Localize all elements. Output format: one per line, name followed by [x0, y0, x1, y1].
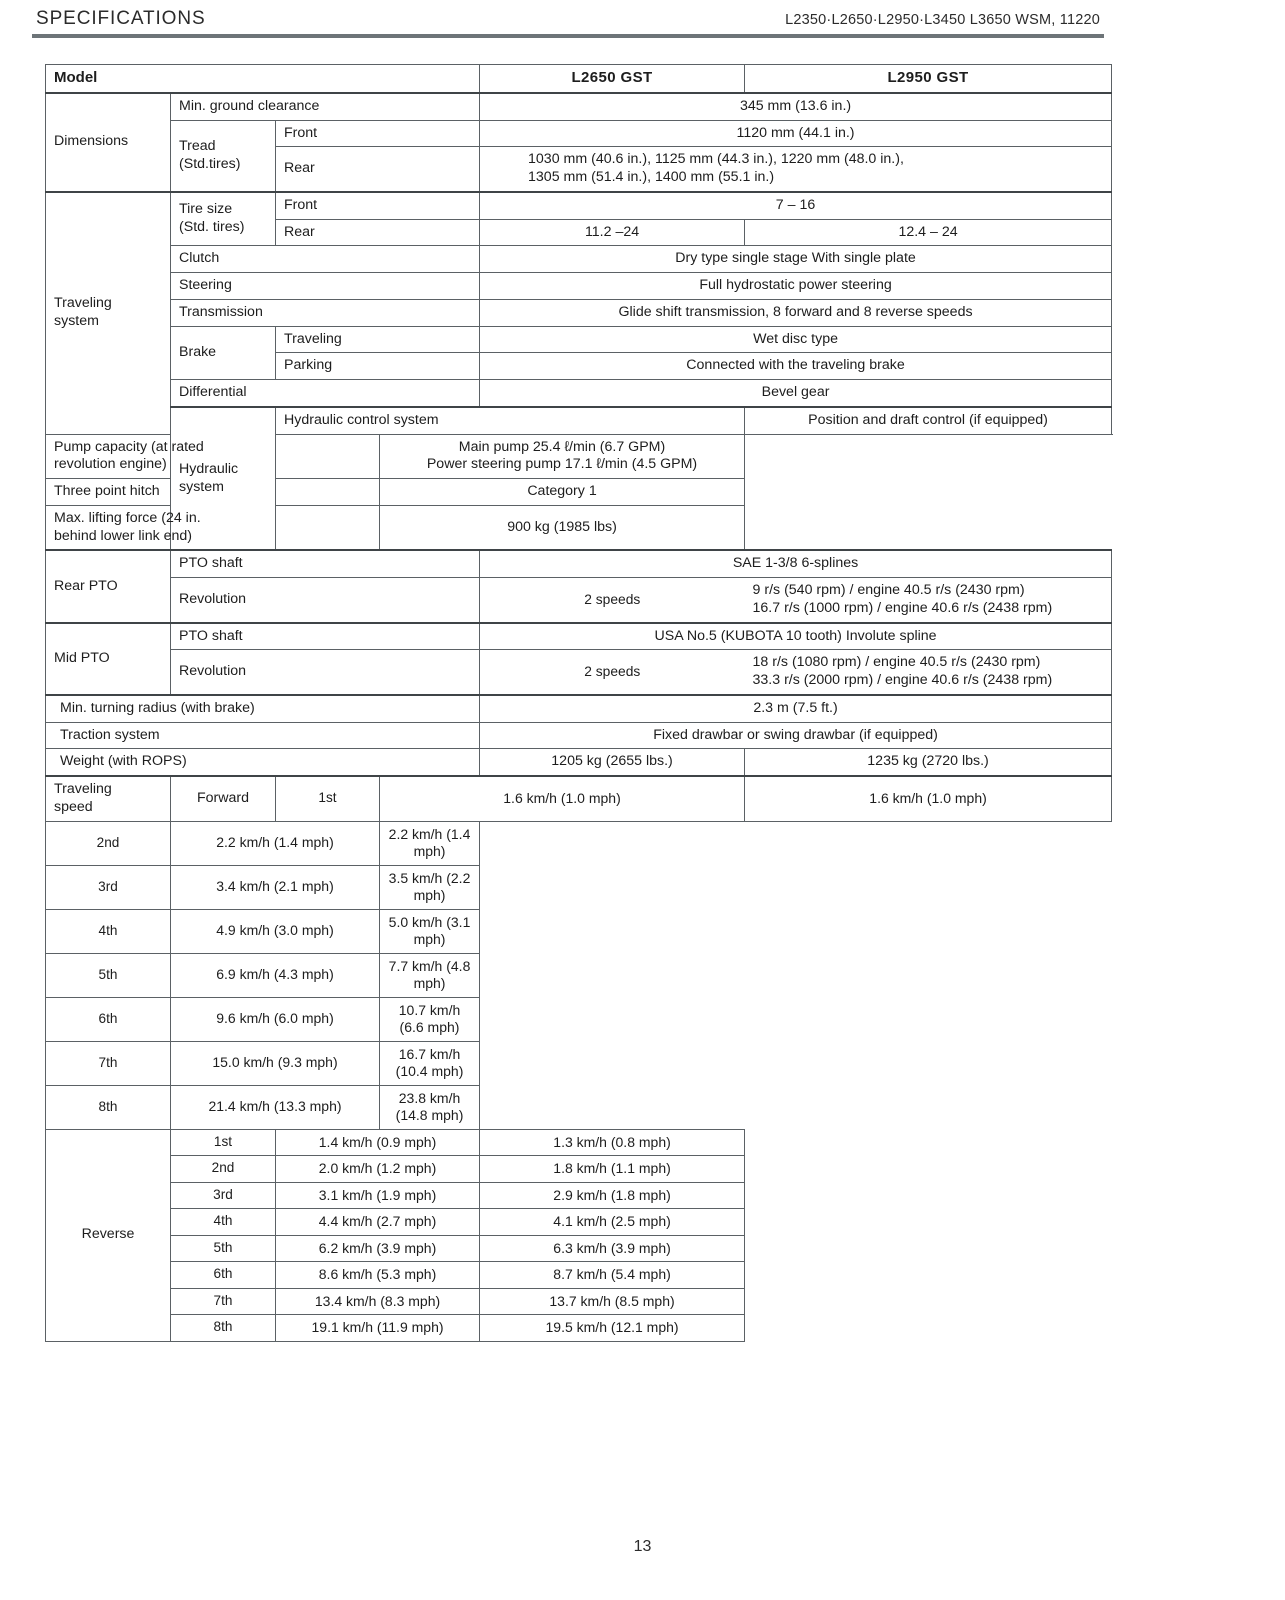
- hydraulic-system-line2: system: [179, 478, 224, 495]
- row-label-tread-rear: Rear: [276, 147, 480, 192]
- gear-label: 2nd: [171, 1156, 276, 1183]
- gear-label: 5th: [46, 953, 171, 997]
- row-label-turning-radius: Min. turning radius (with brake): [46, 695, 480, 722]
- table-row-turning-radius: [46, 695, 1112, 722]
- hydraulic-system-line1: Hydraulic: [179, 460, 239, 477]
- row-label-rear-pto-revolution: Revolution: [171, 578, 480, 623]
- tire-size-line2: (Std. tires): [179, 219, 245, 235]
- value-forward-l2650: 1.6 km/h (1.0 mph): [380, 776, 745, 821]
- tread-rear-line1: 1030 mm (40.6 in.), 1125 mm (44.3 in.), 1220 mm (48.0 in.),: [528, 151, 904, 168]
- value-steering: Full hydrostatic power steering: [480, 273, 1112, 300]
- table-row-brake-traveling: [46, 326, 1112, 353]
- value-forward-l2650: 9.6 km/h (6.0 mph): [171, 997, 380, 1041]
- mid-pto-rev-line2: 33.3 r/s (2000 rpm) / engine 40.6 r/s (2438 rpm): [752, 672, 1053, 688]
- mid-pto-rev-line1: 18 r/s (1080 rpm) / engine 40.5 r/s (2430 rpm): [752, 654, 1041, 671]
- value-reverse-l2950: 19.5 km/h (12.1 mph): [480, 1315, 745, 1342]
- row-label-tire-size: [171, 192, 276, 246]
- table-row-model-header: [46, 65, 1112, 93]
- traveling-speed-line2: speed: [54, 798, 93, 815]
- table-row-speed-forward-4: [46, 909, 1112, 953]
- row-label-tread-front: Front: [276, 120, 480, 147]
- value-pump-capacity: [380, 434, 745, 479]
- table-row-tread-front: [46, 120, 1112, 147]
- value-forward-l2950: 23.8 km/h (14.8 mph): [380, 1085, 480, 1129]
- value-reverse-l2650: 1.4 km/h (0.9 mph): [276, 1129, 480, 1156]
- specifications-table: [45, 64, 1112, 1342]
- gear-label: 1st: [171, 1129, 276, 1156]
- gear-label: 4th: [171, 1209, 276, 1236]
- row-label-tire-front: Front: [276, 192, 480, 219]
- table-row-speed-reverse-1: [46, 1129, 1112, 1156]
- value-brake-parking: Connected with the traveling brake: [480, 353, 1112, 380]
- value-forward-l2650: 15.0 km/h (9.3 mph): [171, 1041, 380, 1085]
- gear-label: 5th: [171, 1235, 276, 1262]
- model-header-l2650: L2650 GST: [480, 65, 745, 93]
- value-forward-l2950: 2.2 km/h (1.4 mph): [380, 821, 480, 865]
- pump-capacity-line1: Pump capacity (at rated: [54, 438, 204, 455]
- row-label-steering: Steering: [171, 273, 480, 300]
- table-row-speed-reverse-2: [46, 1156, 1112, 1183]
- value-tire-front: 7 – 16: [480, 192, 1112, 219]
- value-reverse-l2950: 1.3 km/h (0.8 mph): [480, 1129, 745, 1156]
- table-row-speed-forward-1: [46, 776, 1112, 821]
- tread-rear-line2: 1305 mm (51.4 in.), 1400 mm (55.1 in.): [528, 169, 775, 185]
- table-row-speed-forward-2: [46, 821, 1112, 865]
- pump-capacity-value-line1: Main pump 25.4 ℓ/min (6.7 GPM): [458, 438, 666, 455]
- table-row-speed-reverse-5: [46, 1235, 1112, 1262]
- rear-pto-rev-line1: 9 r/s (540 rpm) / engine 40.5 r/s (2430 rpm): [752, 582, 1025, 598]
- value-hydraulic-control: Position and draft control (if equipped): [745, 407, 1112, 434]
- value-forward-l2950: 7.7 km/h (4.8 mph): [380, 953, 480, 997]
- table-row-speed-forward-8: [46, 1085, 1112, 1129]
- value-turning-radius: 2.3 m (7.5 ft.): [480, 695, 1112, 722]
- section-label-traveling-system: [46, 192, 171, 434]
- value-mid-pto-revolution: [745, 650, 1112, 695]
- gear-label: 3rd: [171, 1182, 276, 1209]
- page-number: 13: [633, 1538, 652, 1555]
- value-max-lifting-force: 900 kg (1985 lbs): [380, 505, 745, 550]
- value-mid-pto-shaft: USA No.5 (KUBOTA 10 tooth) Involute spline: [480, 623, 1112, 650]
- row-label-differential: Differential: [171, 380, 480, 407]
- gear-label: 8th: [171, 1315, 276, 1342]
- pump-capacity-value-line2: Power steering pump 17.1 ℓ/min (4.5 GPM): [426, 456, 698, 473]
- value-tire-rear-l2950: 12.4 – 24: [745, 219, 1112, 246]
- gear-label: 6th: [46, 997, 171, 1041]
- value-reverse-l2650: 3.1 km/h (1.9 mph): [276, 1182, 480, 1209]
- value-reverse-l2950: 2.9 km/h (1.8 mph): [480, 1182, 745, 1209]
- value-traction-system: Fixed drawbar or swing drawbar (if equipped): [480, 722, 1112, 749]
- value-reverse-l2650: 2.0 km/h (1.2 mph): [276, 1156, 480, 1183]
- value-rear-pto-shaft: SAE 1-3/8 6-splines: [480, 550, 1112, 577]
- value-forward-l2950: 3.5 km/h (2.2 mph): [380, 865, 480, 909]
- value-reverse-l2950: 13.7 km/h (8.5 mph): [480, 1288, 745, 1315]
- value-forward-l2950: 10.7 km/h (6.6 mph): [380, 997, 480, 1041]
- row-label-min-ground-clearance: Min. ground clearance: [171, 93, 480, 120]
- value-reverse-l2650: 6.2 km/h (3.9 mph): [276, 1235, 480, 1262]
- value-tread-front: 1120 mm (44.1 in.): [480, 120, 1112, 147]
- value-reverse-l2950: 6.3 km/h (3.9 mph): [480, 1235, 745, 1262]
- page-title: SPECIFICATIONS: [36, 8, 206, 29]
- value-forward-l2650: 6.9 km/h (4.3 mph): [171, 953, 380, 997]
- page-header: [32, 8, 1104, 38]
- traveling-system-line1: Traveling: [54, 295, 112, 312]
- row-label-hydraulic-control: Hydraulic control system: [276, 407, 745, 434]
- table-row-speed-forward-7: [46, 1041, 1112, 1085]
- model-label: Model: [46, 65, 480, 93]
- row-label-tire-rear: Rear: [276, 219, 480, 246]
- header-row: [32, 8, 1104, 33]
- value-brake-traveling: Wet disc type: [480, 326, 1112, 353]
- table-row-speed-forward-5: [46, 953, 1112, 997]
- rear-pto-speeds-label: 2 speeds: [480, 578, 745, 623]
- gear-label: 2nd: [46, 821, 171, 865]
- section-label-dimensions: Dimensions: [46, 93, 171, 192]
- pump-capacity-line2: revolution engine): [54, 456, 167, 473]
- value-min-ground-clearance: 345 mm (13.6 in.): [480, 93, 1112, 120]
- value-tire-rear-l2650: 11.2 –24: [480, 219, 745, 246]
- row-label-reverse: Reverse: [46, 1129, 171, 1341]
- table-row-hydraulic-control: [46, 407, 1112, 434]
- max-lifting-line1: Max. lifting force (24 in.: [54, 509, 201, 526]
- table-row-min-ground-clearance: [46, 93, 1112, 120]
- value-forward-l2950: 5.0 km/h (3.1 mph): [380, 909, 480, 953]
- row-label-brake-traveling: Traveling: [276, 326, 480, 353]
- max-lifting-line2: behind lower link end): [54, 527, 193, 544]
- row-label-forward: Forward: [171, 776, 276, 821]
- gear-label: 4th: [46, 909, 171, 953]
- row-label-brake-parking: Parking: [276, 353, 480, 380]
- rear-pto-rev-line2: 16.7 r/s (1000 rpm) / engine 40.6 r/s (2438 rpm): [752, 599, 1053, 616]
- traveling-speed-rows: [46, 821, 1112, 1341]
- row-label-three-point-hitch: Three point hitch: [46, 479, 380, 506]
- tread-label-line1: Tread: [179, 137, 216, 154]
- value-reverse-l2950: 8.7 km/h (5.4 mph): [480, 1262, 745, 1289]
- table-row-traction-system: [46, 722, 1112, 749]
- table-row-weight: [46, 749, 1112, 776]
- table-row-speed-reverse-7: [46, 1288, 1112, 1315]
- tire-size-line1: Tire size: [179, 201, 233, 218]
- row-label-rear-pto-shaft: PTO shaft: [171, 550, 480, 577]
- value-reverse-l2950: 1.8 km/h (1.1 mph): [480, 1156, 745, 1183]
- table-row-speed-forward-6: [46, 997, 1112, 1041]
- row-label-mid-pto-revolution: Revolution: [171, 650, 480, 695]
- row-label-mid-pto-shaft: PTO shaft: [171, 623, 480, 650]
- table-row-mid-pto-shaft: [46, 623, 1112, 650]
- table-row-transmission: [46, 299, 1112, 326]
- header-rule: [32, 34, 1104, 38]
- table-row-rear-pto-shaft: [46, 550, 1112, 577]
- table-row-clutch: [46, 246, 1112, 273]
- value-reverse-l2650: 8.6 km/h (5.3 mph): [276, 1262, 480, 1289]
- gear-label: 7th: [46, 1041, 171, 1085]
- specifications-table-container: [45, 64, 1111, 1342]
- value-clutch: Dry type single stage With single plate: [480, 246, 1112, 273]
- value-reverse-l2650: 4.4 km/h (2.7 mph): [276, 1209, 480, 1236]
- table-row-speed-reverse-3: [46, 1182, 1112, 1209]
- row-label-brake: Brake: [171, 326, 276, 380]
- value-forward-l2650: 21.4 km/h (13.3 mph): [171, 1085, 380, 1129]
- gear-label: 8th: [46, 1085, 171, 1129]
- value-three-point-hitch: Category 1: [380, 479, 745, 506]
- table-row-speed-reverse-8: [46, 1315, 1112, 1342]
- gear-label: 1st: [276, 776, 380, 821]
- table-row-steering: [46, 273, 1112, 300]
- document-reference: L2350·L2650·L2950·L3450 L3650 WSM, 11220: [785, 12, 1100, 28]
- table-row-max-lifting-force: [46, 505, 1112, 550]
- value-reverse-l2950: 4.1 km/h (2.5 mph): [480, 1209, 745, 1236]
- table-row-mid-pto-revolution: [46, 650, 1112, 695]
- value-transmission: Glide shift transmission, 8 forward and 8 reverse speeds: [480, 299, 1112, 326]
- gear-label: 7th: [171, 1288, 276, 1315]
- value-forward-l2950: 1.6 km/h (1.0 mph): [745, 776, 1112, 821]
- table-row-speed-reverse-6: [46, 1262, 1112, 1289]
- row-label-weight: Weight (with ROPS): [46, 749, 480, 776]
- tread-label-line2: (Std.tires): [179, 155, 241, 172]
- value-reverse-l2650: 19.1 km/h (11.9 mph): [276, 1315, 480, 1342]
- value-rear-pto-revolution: [745, 578, 1112, 623]
- value-weight-l2950: 1235 kg (2720 lbs.): [745, 749, 1112, 776]
- traveling-speed-line1: Traveling: [54, 781, 112, 797]
- mid-pto-speeds-label: 2 speeds: [480, 650, 745, 695]
- value-forward-l2650: 2.2 km/h (1.4 mph): [171, 821, 380, 865]
- value-differential: Bevel gear: [480, 380, 1112, 407]
- section-label-mid-pto: Mid PTO: [46, 623, 171, 695]
- table-row-tire-front: [46, 192, 1112, 219]
- table-row-speed-reverse-4: [46, 1209, 1112, 1236]
- traveling-system-line2: system: [54, 313, 99, 330]
- gear-label: 6th: [171, 1262, 276, 1289]
- value-forward-l2950: 16.7 km/h (10.4 mph): [380, 1041, 480, 1085]
- value-forward-l2650: 3.4 km/h (2.1 mph): [171, 865, 380, 909]
- section-label-rear-pto: Rear PTO: [46, 550, 171, 622]
- row-label-clutch: Clutch: [171, 246, 480, 273]
- gear-label: 3rd: [46, 865, 171, 909]
- row-label-max-lifting-force: [46, 505, 380, 550]
- section-label-traveling-speed: [46, 776, 171, 821]
- value-reverse-l2650: 13.4 km/h (8.3 mph): [276, 1288, 480, 1315]
- table-row-speed-forward-3: [46, 865, 1112, 909]
- table-row-rear-pto-revolution: [46, 578, 1112, 623]
- value-tread-rear: [480, 147, 1112, 192]
- model-header-l2950: L2950 GST: [745, 65, 1112, 93]
- value-weight-l2650: 1205 kg (2655 lbs.): [480, 749, 745, 776]
- row-label-transmission: Transmission: [171, 299, 480, 326]
- value-forward-l2650: 4.9 km/h (3.0 mph): [171, 909, 380, 953]
- table-row-differential: [46, 380, 1112, 407]
- row-label-tread: [171, 120, 276, 192]
- row-label-traction-system: Traction system: [46, 722, 480, 749]
